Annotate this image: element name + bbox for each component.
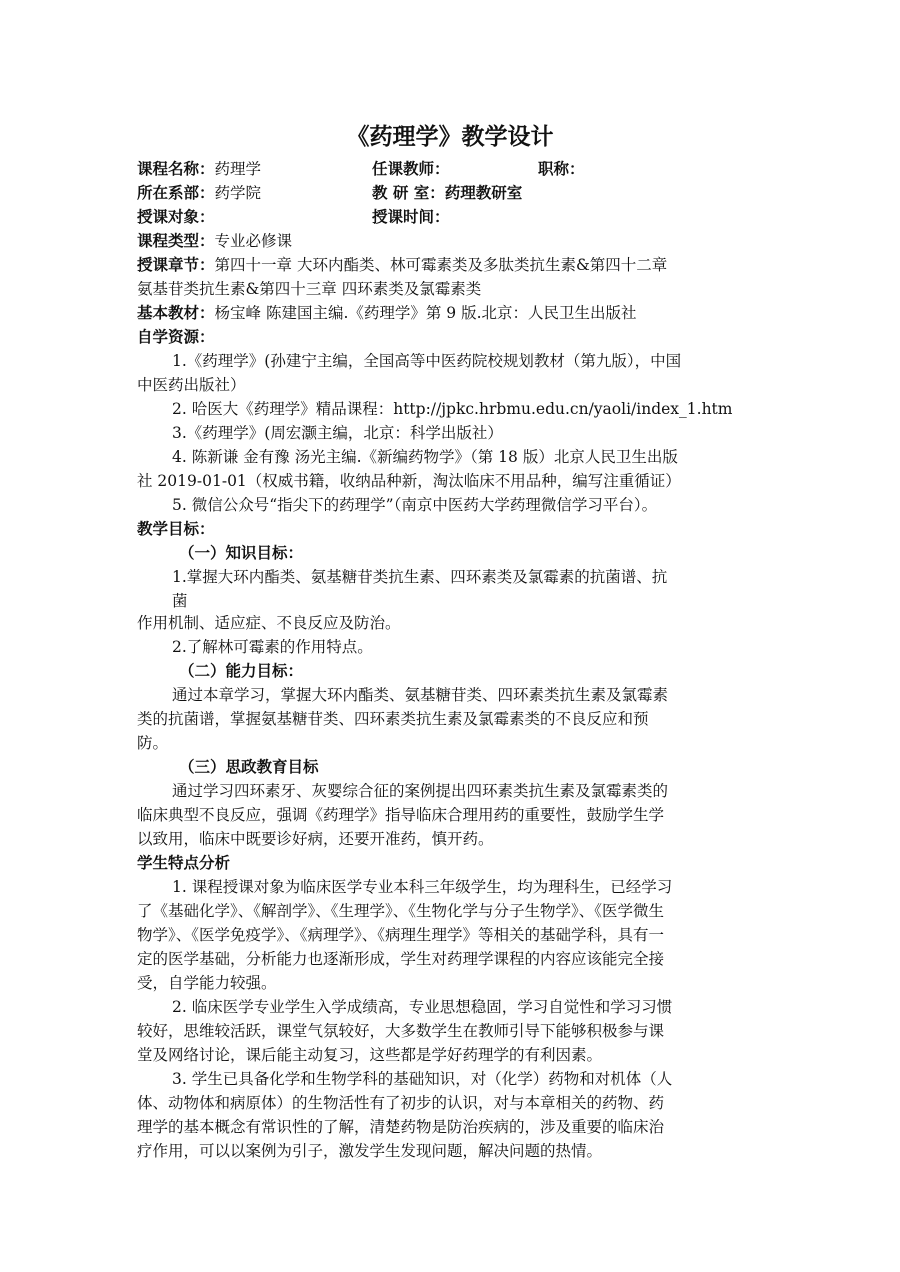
knowledge-heading: （一）知识目标：	[179, 544, 304, 562]
students-3-line-4: 疗作用，可以以案例为引子，激发学生发现问题，解决问题的热情。	[137, 1142, 603, 1160]
students-1-line-4: 定的医学基础，分析能力也逐渐形成，学生对药理学课程的内容应该能完全接	[137, 950, 665, 968]
knowledge-1-line-2: 菌	[172, 592, 188, 610]
course-name-label: 课程名称：	[137, 160, 215, 178]
resource-4-line-2: 社 2019-01-01（权威书籍，收纳品种新，淘汰临床不用品种，编写注重循证）	[137, 472, 681, 490]
students-3-line-2: 体、动物体和病原体）的生物活性有了初步的认识，对与本章相关的药物、药	[137, 1094, 665, 1112]
chapter-line-2: 氨基苷类抗生素&第四十三章 四环素类及氯霉素类	[137, 280, 482, 298]
resource-3: 3.《药理学》(周宏灏主编，北京：科学出版社）	[172, 424, 503, 442]
students-1-line-1: 1. 课程授课对象为临床医学专业本科三年级学生，均为理科生，已经学习	[172, 878, 673, 896]
knowledge-2: 2.了解林可霉素的作用特点。	[172, 638, 373, 656]
self-study-label: 自学资源：	[137, 328, 215, 346]
chapter-label: 授课章节：	[137, 256, 215, 274]
office-row	[372, 181, 522, 205]
ability-heading: （二）能力目标：	[179, 662, 304, 680]
resource-1-line-2: 中医药出版社）	[137, 376, 246, 394]
resource-5: 5. 微信公众号“指尖下的药理学”（南京中医药大学药理微信学习平台）。	[172, 496, 658, 514]
rank-label: 职称：	[538, 160, 585, 178]
ability-line-1: 通过本章学习，掌握大环内酯类、氨基糖苷类、四环素类抗生素及氯霉素	[172, 686, 669, 704]
resource-2: 2. 哈医大《药理学》精品课程：http://jpkc.hrbmu.edu.cn/yaoli/index_1.htm	[172, 400, 733, 418]
students-1-line-5: 受，自学能力较强。	[137, 974, 277, 992]
time-label: 授课时间：	[372, 208, 450, 226]
students-heading: 学生特点分析	[137, 854, 231, 872]
audience-label: 授课对象：	[137, 208, 215, 226]
type-label: 课程类型：	[137, 232, 215, 250]
students-3-line-1: 3. 学生已具备化学和生物学科的基础知识，对（化学）药物和对机体（人	[172, 1070, 673, 1088]
office-label: 教 研 室：	[372, 184, 445, 202]
ideology-line-1: 通过学习四环素牙、灰婴综合征的案例提出四环素类抗生素及氯霉素类的	[172, 782, 669, 800]
ability-line-3: 防。	[137, 734, 169, 752]
office-value: 药理教研室	[444, 184, 523, 202]
students-2-line-2: 较好，思维较活跃，课堂气氛较好，大多数学生在教师引导下能够积极参与课	[137, 1022, 665, 1040]
ability-line-2: 类的抗菌谱，掌握氨基糖苷类、四环素类抗生素及氯霉素类的不良反应和预	[137, 710, 649, 728]
ideology-line-2: 临床典型不良反应，强调《药理学》指导临床合理用药的重要性，鼓励学生学	[137, 806, 665, 824]
textbook-label: 基本教材：	[137, 304, 215, 322]
chapter-line-1: 第四十一章 大环内酯类、林可霉素类及多肽类抗生素&第四十二章	[214, 256, 668, 274]
dept-row	[137, 181, 261, 205]
chapter-row	[137, 253, 667, 277]
dept-value: 药学院	[214, 184, 262, 202]
students-1-line-3: 物学》、《医学免疫学》、《病理学》、《病理生理学》等相关的基础学科，具有一	[137, 926, 665, 944]
students-2-line-1: 2. 临床医学专业学生入学成绩高，专业思想稳固，学习自觉性和学习习惯	[172, 998, 673, 1016]
knowledge-1-line-1: 1.掌握大环内酯类、氨基糖苷类抗生素、四环素类及氯霉素的抗菌谱、抗	[172, 568, 668, 586]
goals-heading: 教学目标：	[137, 520, 215, 538]
type-row	[137, 229, 292, 253]
students-2-line-3: 堂及网络讨论，课后能主动复习，这些都是学好药理学的有利因素。	[137, 1046, 603, 1064]
document-title: 《药理学》教学设计	[346, 124, 554, 150]
textbook-row	[137, 301, 637, 325]
students-1-line-2: 了《基础化学》、《解剖学》、《生理学》、《生物化学与分子生物学》、《医学微生	[137, 902, 665, 920]
textbook-value: 杨宝峰 陈建国主编.《药理学》第 9 版.北京：人民卫生出版社	[214, 304, 637, 322]
resource-4-line-1: 4. 陈新谦 金有豫 汤光主编.《新编药物学》（第 18 版）北京人民卫生出版	[172, 448, 678, 466]
dept-label: 所在系部：	[137, 184, 215, 202]
type-value: 专业必修课	[214, 232, 293, 250]
ideology-line-3: 以致用，临床中既要诊好病，还要开准药，慎开药。	[137, 830, 494, 848]
resource-1-line-1: 1.《药理学》(孙建宁主编，全国高等中医药院校规划教材（第九版），中国	[172, 352, 682, 370]
teacher-label: 任课教师：	[372, 160, 450, 178]
course-name-row	[137, 157, 261, 181]
knowledge-1-line-3: 作用机制、适应症、不良反应及防治。	[137, 614, 401, 632]
students-3-line-3: 理学的基本概念有常识性的了解，清楚药物是防治疾病的，涉及重要的临床治	[137, 1118, 665, 1136]
ideology-heading: （三）思政教育目标	[179, 758, 319, 776]
course-name-value: 药理学	[214, 160, 262, 178]
